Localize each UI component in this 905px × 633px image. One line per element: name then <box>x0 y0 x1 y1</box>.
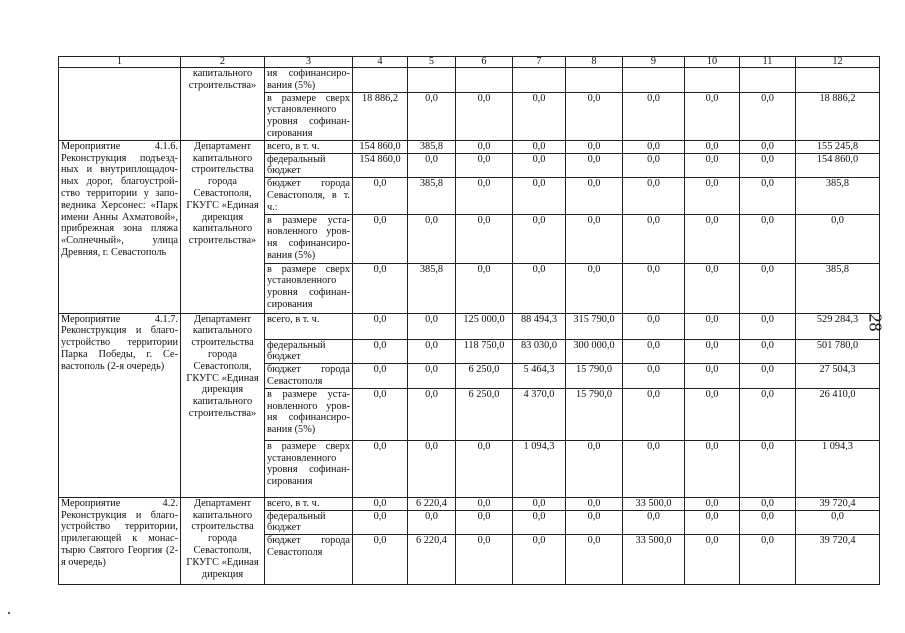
amount-cell: 33 500,0 <box>623 497 685 510</box>
amount-cell: 125 000,0 <box>456 313 513 339</box>
amount-cell: 0,0 <box>456 510 513 535</box>
amount-cell: 0,0 <box>740 535 796 585</box>
column-number-header: 10 <box>685 57 740 68</box>
amount-cell: 300 000,0 <box>566 339 623 364</box>
amount-cell: 0,0 <box>353 214 408 263</box>
funding-source-cell: в размере сверх установленного уровня софинан-сирования <box>265 440 353 497</box>
amount-cell: 0,0 <box>353 510 408 535</box>
amount-cell: 0,0 <box>685 497 740 510</box>
amount-cell: 0,0 <box>408 339 456 364</box>
amount-cell: 0,0 <box>456 178 513 214</box>
column-number-row <box>59 57 880 68</box>
amount-cell: 0,0 <box>623 364 685 389</box>
amount-cell: 0,0 <box>408 92 456 140</box>
column-number-header: 6 <box>456 57 513 68</box>
scan-speck <box>8 612 10 614</box>
amount-cell <box>623 68 685 93</box>
total-amount-cell: 39 720,4 <box>796 535 880 585</box>
funding-source-cell: бюджет города Севастополя, в т. ч.: <box>265 178 353 214</box>
amount-cell: 118 750,0 <box>456 339 513 364</box>
total-amount-cell <box>796 68 880 93</box>
funding-source-cell: всего, в т. ч. <box>265 497 353 510</box>
amount-cell: 0,0 <box>685 313 740 339</box>
amount-cell: 6 250,0 <box>456 388 513 440</box>
total-amount-cell: 529 284,3 <box>796 313 880 339</box>
column-number-header: 12 <box>796 57 880 68</box>
amount-cell: 0,0 <box>740 214 796 263</box>
amount-cell: 315 790,0 <box>566 313 623 339</box>
funding-source-cell: бюджет города Севастополя <box>265 364 353 389</box>
budget-table <box>58 56 880 585</box>
amount-cell: 0,0 <box>740 153 796 178</box>
amount-cell: 0,0 <box>740 388 796 440</box>
column-number-header: 5 <box>408 57 456 68</box>
total-amount-cell: 1 094,3 <box>796 440 880 497</box>
amount-cell: 0,0 <box>623 510 685 535</box>
amount-cell: 0,0 <box>408 388 456 440</box>
amount-cell: 385,8 <box>408 263 456 313</box>
amount-cell: 154 860,0 <box>353 153 408 178</box>
amount-cell: 5 464,3 <box>513 364 566 389</box>
funding-source-cell: федеральный бюджет <box>265 339 353 364</box>
amount-cell: 0,0 <box>408 313 456 339</box>
total-amount-cell: 155 245,8 <box>796 140 880 153</box>
amount-cell <box>513 68 566 93</box>
amount-cell: 0,0 <box>685 92 740 140</box>
funding-source-cell: федеральный бюджет <box>265 153 353 178</box>
amount-cell: 1 094,3 <box>513 440 566 497</box>
amount-cell: 0,0 <box>513 178 566 214</box>
amount-cell: 0,0 <box>408 440 456 497</box>
amount-cell: 0,0 <box>456 140 513 153</box>
amount-cell <box>566 68 623 93</box>
amount-cell: 0,0 <box>456 92 513 140</box>
amount-cell: 33 500,0 <box>623 535 685 585</box>
amount-cell <box>685 68 740 93</box>
column-number-header: 9 <box>623 57 685 68</box>
amount-cell: 0,0 <box>740 140 796 153</box>
amount-cell: 0,0 <box>685 388 740 440</box>
amount-cell: 0,0 <box>353 497 408 510</box>
column-number-header: 4 <box>353 57 408 68</box>
amount-cell: 0,0 <box>740 440 796 497</box>
activity-name-cell: Мероприятие 4.1.7. Реконструкция и благо-устройство территории Парка Победы, г. Се-вастополь (2-я очередь) <box>59 313 181 497</box>
funding-source-cell: всего, в т. ч. <box>265 313 353 339</box>
funding-source-cell: в размере уста-новленного уров-ня софинансиро-вания (5%) <box>265 388 353 440</box>
amount-cell: 0,0 <box>456 214 513 263</box>
amount-cell: 0,0 <box>513 510 566 535</box>
amount-cell: 0,0 <box>566 214 623 263</box>
amount-cell: 0,0 <box>456 440 513 497</box>
funding-source-cell: ия софинансиро-вания (5%) <box>265 68 353 93</box>
amount-cell: 0,0 <box>353 388 408 440</box>
amount-cell: 0,0 <box>408 510 456 535</box>
amount-cell: 0,0 <box>685 263 740 313</box>
amount-cell: 0,0 <box>566 140 623 153</box>
amount-cell: 15 790,0 <box>566 364 623 389</box>
responsible-executor-cell: Департамент капитального строительства города Севастополя, ГКУГС «Единая дирекция капитального строительства» <box>181 313 265 497</box>
responsible-executor-cell: Департамент капитального строительства города Севастополя, ГКУГС «Единая дирекция капитального строительства» <box>181 140 265 313</box>
amount-cell: 0,0 <box>685 178 740 214</box>
amount-cell <box>353 68 408 93</box>
amount-cell: 6 220,4 <box>408 497 456 510</box>
amount-cell: 0,0 <box>513 92 566 140</box>
amount-cell: 0,0 <box>353 178 408 214</box>
amount-cell <box>456 68 513 93</box>
activity-name-cell: Мероприятие 4.1.6. Реконструкция подъезд-ных и внутриплощадоч-ных дорог, благоустрой-ство территории у запо-ведника Херсонес: «Парк имени Анны Ахматовой», прибрежная зона пляжа «Солнечный», улица Древняя, г. Севастополь <box>59 140 181 313</box>
total-amount-cell: 0,0 <box>796 214 880 263</box>
amount-cell: 0,0 <box>513 263 566 313</box>
total-amount-cell: 18 886,2 <box>796 92 880 140</box>
amount-cell: 0,0 <box>740 510 796 535</box>
amount-cell: 0,0 <box>623 140 685 153</box>
amount-cell: 0,0 <box>513 535 566 585</box>
amount-cell: 0,0 <box>408 214 456 263</box>
total-amount-cell: 385,8 <box>796 178 880 214</box>
column-number-header: 2 <box>181 57 265 68</box>
amount-cell: 0,0 <box>566 510 623 535</box>
amount-cell: 83 030,0 <box>513 339 566 364</box>
funding-source-cell: всего, в т. ч. <box>265 140 353 153</box>
amount-cell: 0,0 <box>353 535 408 585</box>
amount-cell: 0,0 <box>408 153 456 178</box>
amount-cell: 0,0 <box>623 178 685 214</box>
amount-cell: 0,0 <box>685 510 740 535</box>
total-amount-cell: 501 780,0 <box>796 339 880 364</box>
amount-cell: 0,0 <box>353 313 408 339</box>
total-amount-cell: 154 860,0 <box>796 153 880 178</box>
amount-cell: 88 494,3 <box>513 313 566 339</box>
funding-source-cell: федеральный бюджет <box>265 510 353 535</box>
amount-cell <box>408 68 456 93</box>
amount-cell: 0,0 <box>685 339 740 364</box>
amount-cell: 0,0 <box>566 263 623 313</box>
amount-cell: 385,8 <box>408 140 456 153</box>
amount-cell: 385,8 <box>408 178 456 214</box>
total-amount-cell: 385,8 <box>796 263 880 313</box>
amount-cell: 0,0 <box>740 313 796 339</box>
amount-cell: 0,0 <box>566 92 623 140</box>
amount-cell: 0,0 <box>566 178 623 214</box>
amount-cell: 4 370,0 <box>513 388 566 440</box>
amount-cell: 6 250,0 <box>456 364 513 389</box>
amount-cell: 0,0 <box>456 153 513 178</box>
amount-cell: 0,0 <box>685 214 740 263</box>
amount-cell: 0,0 <box>740 92 796 140</box>
table-row <box>59 497 880 510</box>
amount-cell: 0,0 <box>623 153 685 178</box>
amount-cell: 0,0 <box>685 364 740 389</box>
amount-cell: 0,0 <box>623 339 685 364</box>
amount-cell: 0,0 <box>456 497 513 510</box>
table-row <box>59 68 880 93</box>
funding-source-cell: в размере сверх установленного уровня софинан-сирования <box>265 263 353 313</box>
amount-cell: 0,0 <box>513 214 566 263</box>
amount-cell: 15 790,0 <box>566 388 623 440</box>
amount-cell: 0,0 <box>353 263 408 313</box>
table-row <box>59 140 880 153</box>
funding-source-cell: бюджет города Севастополя <box>265 535 353 585</box>
amount-cell: 0,0 <box>685 535 740 585</box>
amount-cell: 0,0 <box>353 364 408 389</box>
amount-cell: 154 860,0 <box>353 140 408 153</box>
funding-source-cell: в размере уста-новленного уров-ня софинансиро-вания (5%) <box>265 214 353 263</box>
activity-name-cell <box>59 68 181 141</box>
total-amount-cell: 0,0 <box>796 510 880 535</box>
responsible-executor-cell: капитального строительства» <box>181 68 265 141</box>
amount-cell: 0,0 <box>740 364 796 389</box>
amount-cell: 6 220,4 <box>408 535 456 585</box>
total-amount-cell: 26 410,0 <box>796 388 880 440</box>
column-number-header: 1 <box>59 57 181 68</box>
amount-cell: 0,0 <box>566 440 623 497</box>
total-amount-cell: 27 504,3 <box>796 364 880 389</box>
amount-cell: 0,0 <box>623 440 685 497</box>
amount-cell: 0,0 <box>740 178 796 214</box>
amount-cell: 0,0 <box>623 263 685 313</box>
column-number-header: 11 <box>740 57 796 68</box>
amount-cell: 0,0 <box>623 388 685 440</box>
amount-cell: 0,0 <box>740 339 796 364</box>
amount-cell: 0,0 <box>623 313 685 339</box>
amount-cell: 0,0 <box>623 214 685 263</box>
amount-cell: 0,0 <box>685 140 740 153</box>
amount-cell: 0,0 <box>740 263 796 313</box>
amount-cell: 0,0 <box>566 535 623 585</box>
amount-cell: 0,0 <box>353 440 408 497</box>
amount-cell: 0,0 <box>456 263 513 313</box>
amount-cell: 0,0 <box>353 339 408 364</box>
amount-cell: 0,0 <box>685 440 740 497</box>
amount-cell: 0,0 <box>685 153 740 178</box>
amount-cell: 0,0 <box>408 364 456 389</box>
responsible-executor-cell: Департамент капитального строительства города Севастополя, ГКУГС «Единая дирекция <box>181 497 265 584</box>
amount-cell: 18 886,2 <box>353 92 408 140</box>
total-amount-cell: 39 720,4 <box>796 497 880 510</box>
column-number-header: 8 <box>566 57 623 68</box>
table-row <box>59 313 880 339</box>
amount-cell: 0,0 <box>513 497 566 510</box>
amount-cell: 0,0 <box>513 140 566 153</box>
amount-cell: 0,0 <box>566 497 623 510</box>
column-number-header: 7 <box>513 57 566 68</box>
amount-cell: 0,0 <box>566 153 623 178</box>
column-number-header: 3 <box>265 57 353 68</box>
funding-source-cell: в размере сверх установленного уровня софинан-сирования <box>265 92 353 140</box>
amount-cell: 0,0 <box>513 153 566 178</box>
amount-cell <box>740 68 796 93</box>
activity-name-cell: Мероприятие 4.2. Реконструкция и благо-устройство территории, прилегающей к монас-тырю Святого Георгия (2-я очередь) <box>59 497 181 584</box>
amount-cell: 0,0 <box>740 497 796 510</box>
amount-cell: 0,0 <box>456 535 513 585</box>
page-number: 28 <box>865 313 886 332</box>
amount-cell: 0,0 <box>623 92 685 140</box>
